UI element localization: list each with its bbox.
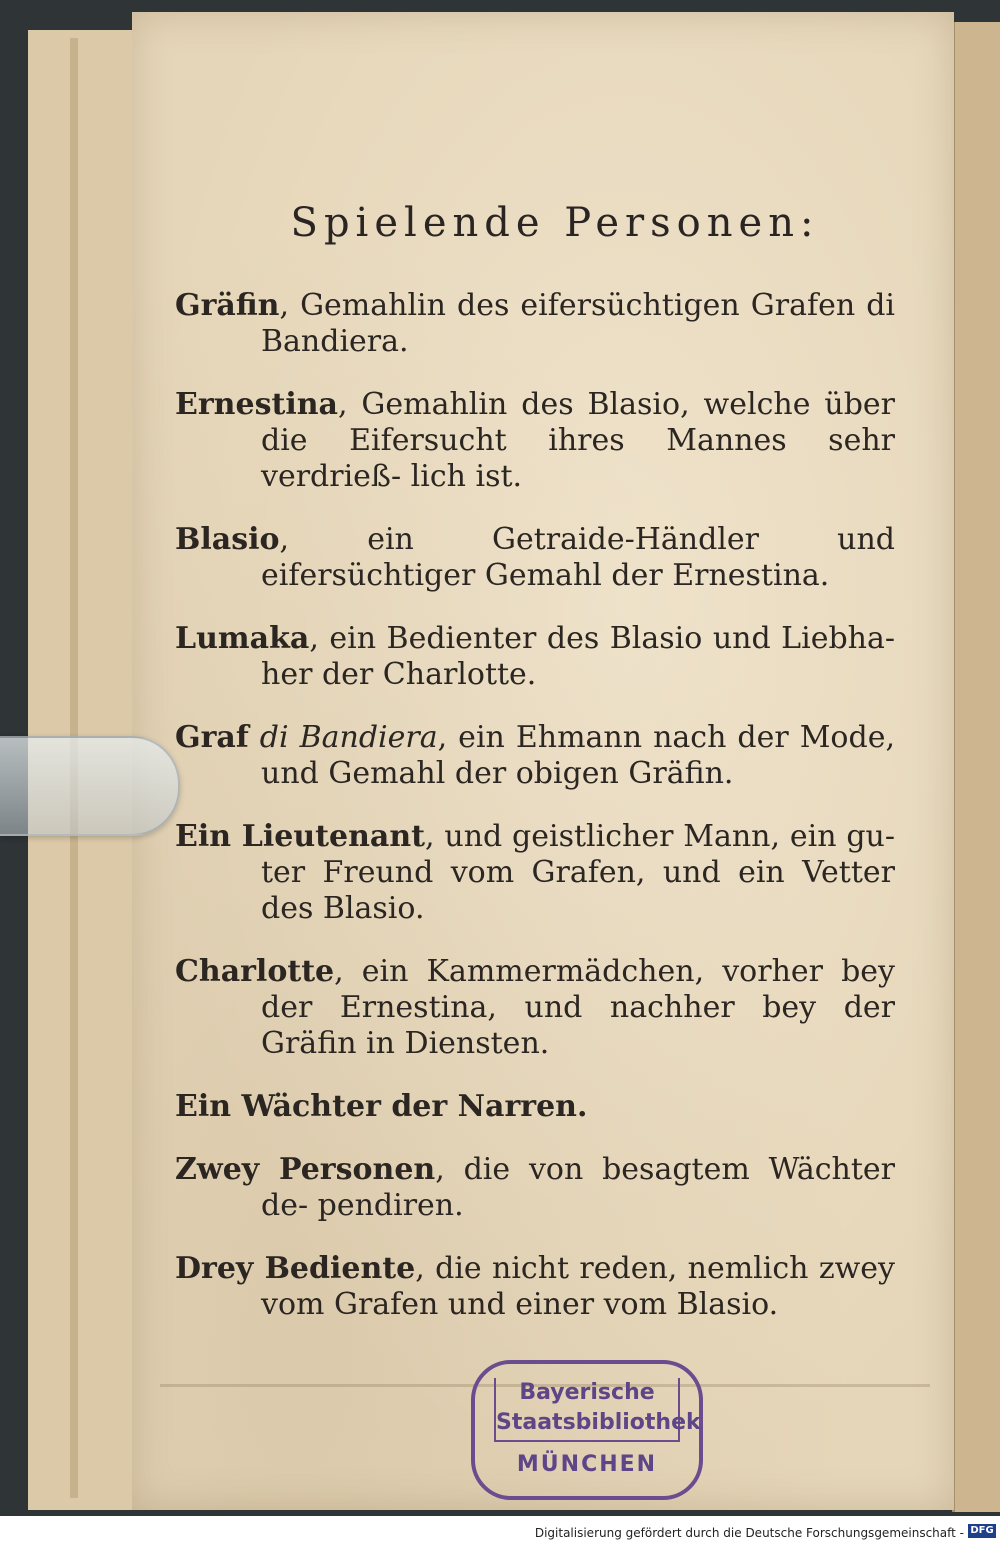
stamp-line-1: Bayerische [519, 1380, 655, 1405]
stamp-line-2: Staatsbibliothek [496, 1410, 701, 1435]
cast-name: Ein Lieutenant [175, 819, 426, 854]
stamp-inner [494, 1378, 701, 1442]
cast-name: Ernestina [175, 387, 338, 422]
cast-name-italic: di Bandiera [248, 720, 438, 755]
cast-entry [175, 1251, 895, 1323]
adjacent-page-edge [955, 22, 1000, 1512]
cast-name: Lumaka [175, 621, 310, 656]
dfg-logo: DFG [968, 1524, 996, 1538]
cast-description: , Gemahlin des eifersüchtigen Grafen di Bandiera. [261, 288, 895, 359]
cast-description: , ein Ehmann nach der Mode, und Gemahl der obigen Gräfin. [261, 720, 895, 791]
stamp-city: MÜNCHEN [516, 1452, 658, 1477]
cast-name: Gräfin [175, 288, 280, 323]
library-stamp [471, 1360, 703, 1500]
cast-entry [175, 720, 895, 792]
cast-name: Charlotte [175, 954, 335, 989]
cast-description: , und geistlicher Mann, ein gu- ter Freund vom Grafen, und ein Vetter des Blasio. [261, 819, 895, 926]
cast-entry [175, 621, 895, 693]
cast-description: , ein Getraide-Händler und eifersüchtiger Gemahl der Ernestina. [261, 522, 895, 593]
cast-description: , Gemahlin des Blasio, welche über die Eifersucht ihres Mannes sehr verdrieß- lich ist. [261, 387, 895, 494]
cast-entry [175, 1089, 895, 1125]
cast-name: Zwey Personen [175, 1152, 436, 1187]
cast-name: Graf [175, 720, 249, 755]
cast-description: , ein Bedienter des Blasio und Liebha- her der Charlotte. [261, 621, 895, 692]
cast-description: , ein Kammermädchen, vorher bey der Ernestina, und nachher bey der Gräfin in Diensten. [261, 954, 895, 1061]
page-heading: Spielende Personen: [290, 200, 820, 246]
cast-entry [175, 954, 895, 1062]
cast-name: Ein Wächter der Narren. [175, 1089, 588, 1124]
cast-entry [175, 387, 895, 495]
cast-description: , die von besagtem Wächter de- pendiren. [261, 1152, 895, 1223]
cast-name: Blasio [175, 522, 280, 557]
cast-name: Drey Bediente [175, 1251, 416, 1286]
page-clip [0, 736, 180, 836]
cast-entry [175, 819, 895, 927]
cast-entry [175, 1152, 895, 1224]
digitization-footer [0, 1516, 1000, 1546]
footer-credit: Digitalisierung gefördert durch die Deutsche Forschungsgemeinschaft - [534, 1526, 964, 1540]
cast-list [175, 288, 895, 1350]
cast-entry [175, 288, 895, 360]
cast-entry [175, 522, 895, 594]
cast-description: , die nicht reden, nemlich zwey vom Grafen und einer vom Blasio. [261, 1251, 896, 1322]
